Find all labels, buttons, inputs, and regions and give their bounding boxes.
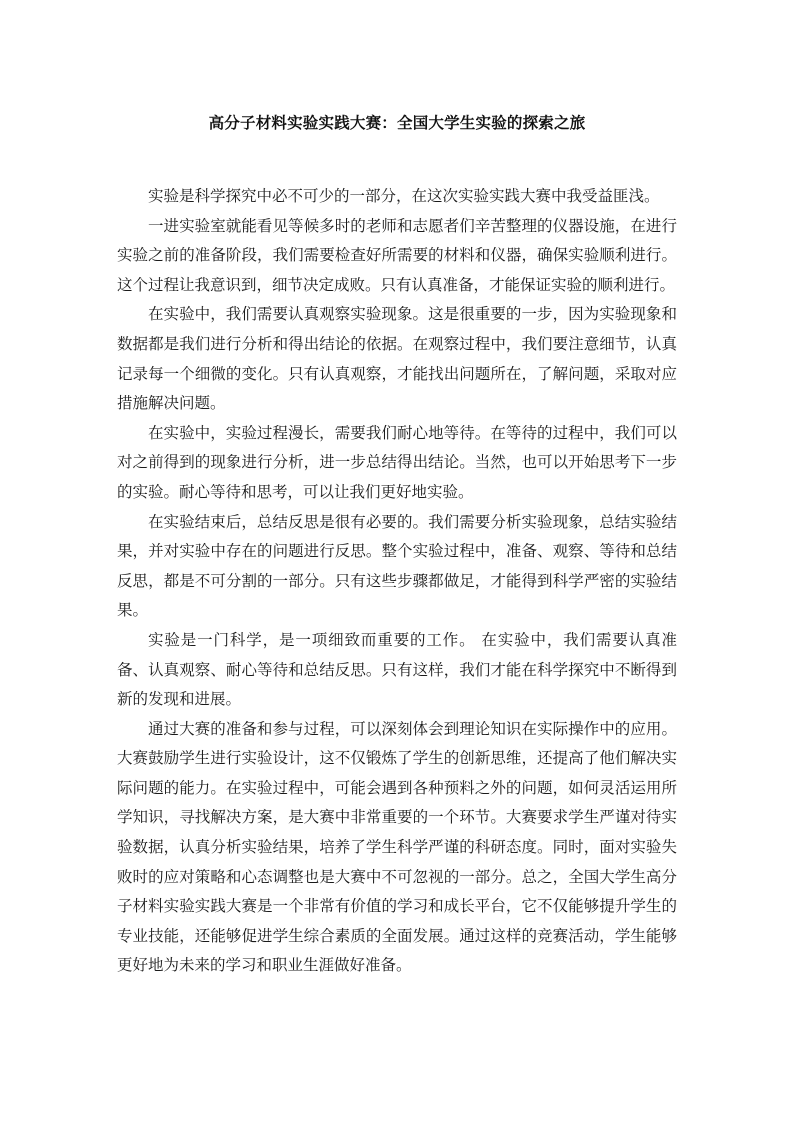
paragraph-7: 通过大赛的准备和参与过程，可以深刻体会到理论知识在实际操作中的应用。大赛鼓励学生进行实验设计，这不仅锻炼了学生的创新思维，还提高了他们解决实际问题的能力。在实验过程中，可能会遇到各种预料之外的问题，如何灵活运用所学知识，寻找解决方案，是大赛中非常重要的一个环节。大赛要求学生严谨对待实验数据，认真分析实验结果，培养了学生科学严谨的科研态度。同时，面对实验失败时的应对策略和心态调整也是大赛中不可忽视的一部分。总之，全国大学生高分子材料实验实践大赛是一个非常有价值的学习和成长平台，它不仅能够提升学生的专业技能，还能够促进学生综合素质的全面发展。通过这样的竞赛活动，学生能够更好地为未来的学习和职业生涯做好准备。 [117, 719, 677, 975]
paragraph-3: 在实验中，我们需要认真观察实验现象。这是很重要的一步，因为实验现象和数据都是我们进行分析和得出结论的依据。在观察过程中，我们要注意细节，认真记录每一个细微的变化。只有认真观察，才能找出问题所在，了解问题，采取对应措施解决问题。 [117, 305, 677, 413]
document-title: 高分子材料实验实践大赛：全国大学生实验的探索之旅 [208, 114, 586, 133]
paragraph-4: 在实验中，实验过程漫长，需要我们耐心地等待。在等待的过程中，我们可以对之前得到的现象进行分析，进一步总结得出结论。当然，也可以开始思考下一步的实验。耐心等待和思考，可以让我们更好地实验。 [117, 423, 677, 501]
paragraph-1: 实验是科学探究中必不可少的一部分，在这次实验实践大赛中我受益匪浅。 [148, 187, 660, 205]
paragraph-5: 在实验结束后，总结反思是很有必要的。我们需要分析实验现象，总结实验结果，并对实验中存在的问题进行反思。整个实验过程中，准备、观察、等待和总结反思，都是不可分割的一部分。只有这些步骤都做足，才能得到科学严密的实验结果。 [117, 512, 677, 620]
paragraph-2: 一进实验室就能看见等候多时的老师和志愿者们辛苦整理的仪器设施，在进行实验之前的准备阶段，我们需要检查好所需要的材料和仪器，确保实验顺利进行。这个过程让我意识到，细节决定成败。只有认真准备，才能保证实验的顺利进行。 [117, 216, 677, 294]
paragraph-6: 实验是一门科学，是一项细致而重要的工作。 在实验中，我们需要认真准备、认真观察、耐心等待和总结反思。只有这样，我们才能在科学探究中不断得到新的发现和进展。 [117, 630, 677, 709]
document-body [117, 182, 677, 981]
